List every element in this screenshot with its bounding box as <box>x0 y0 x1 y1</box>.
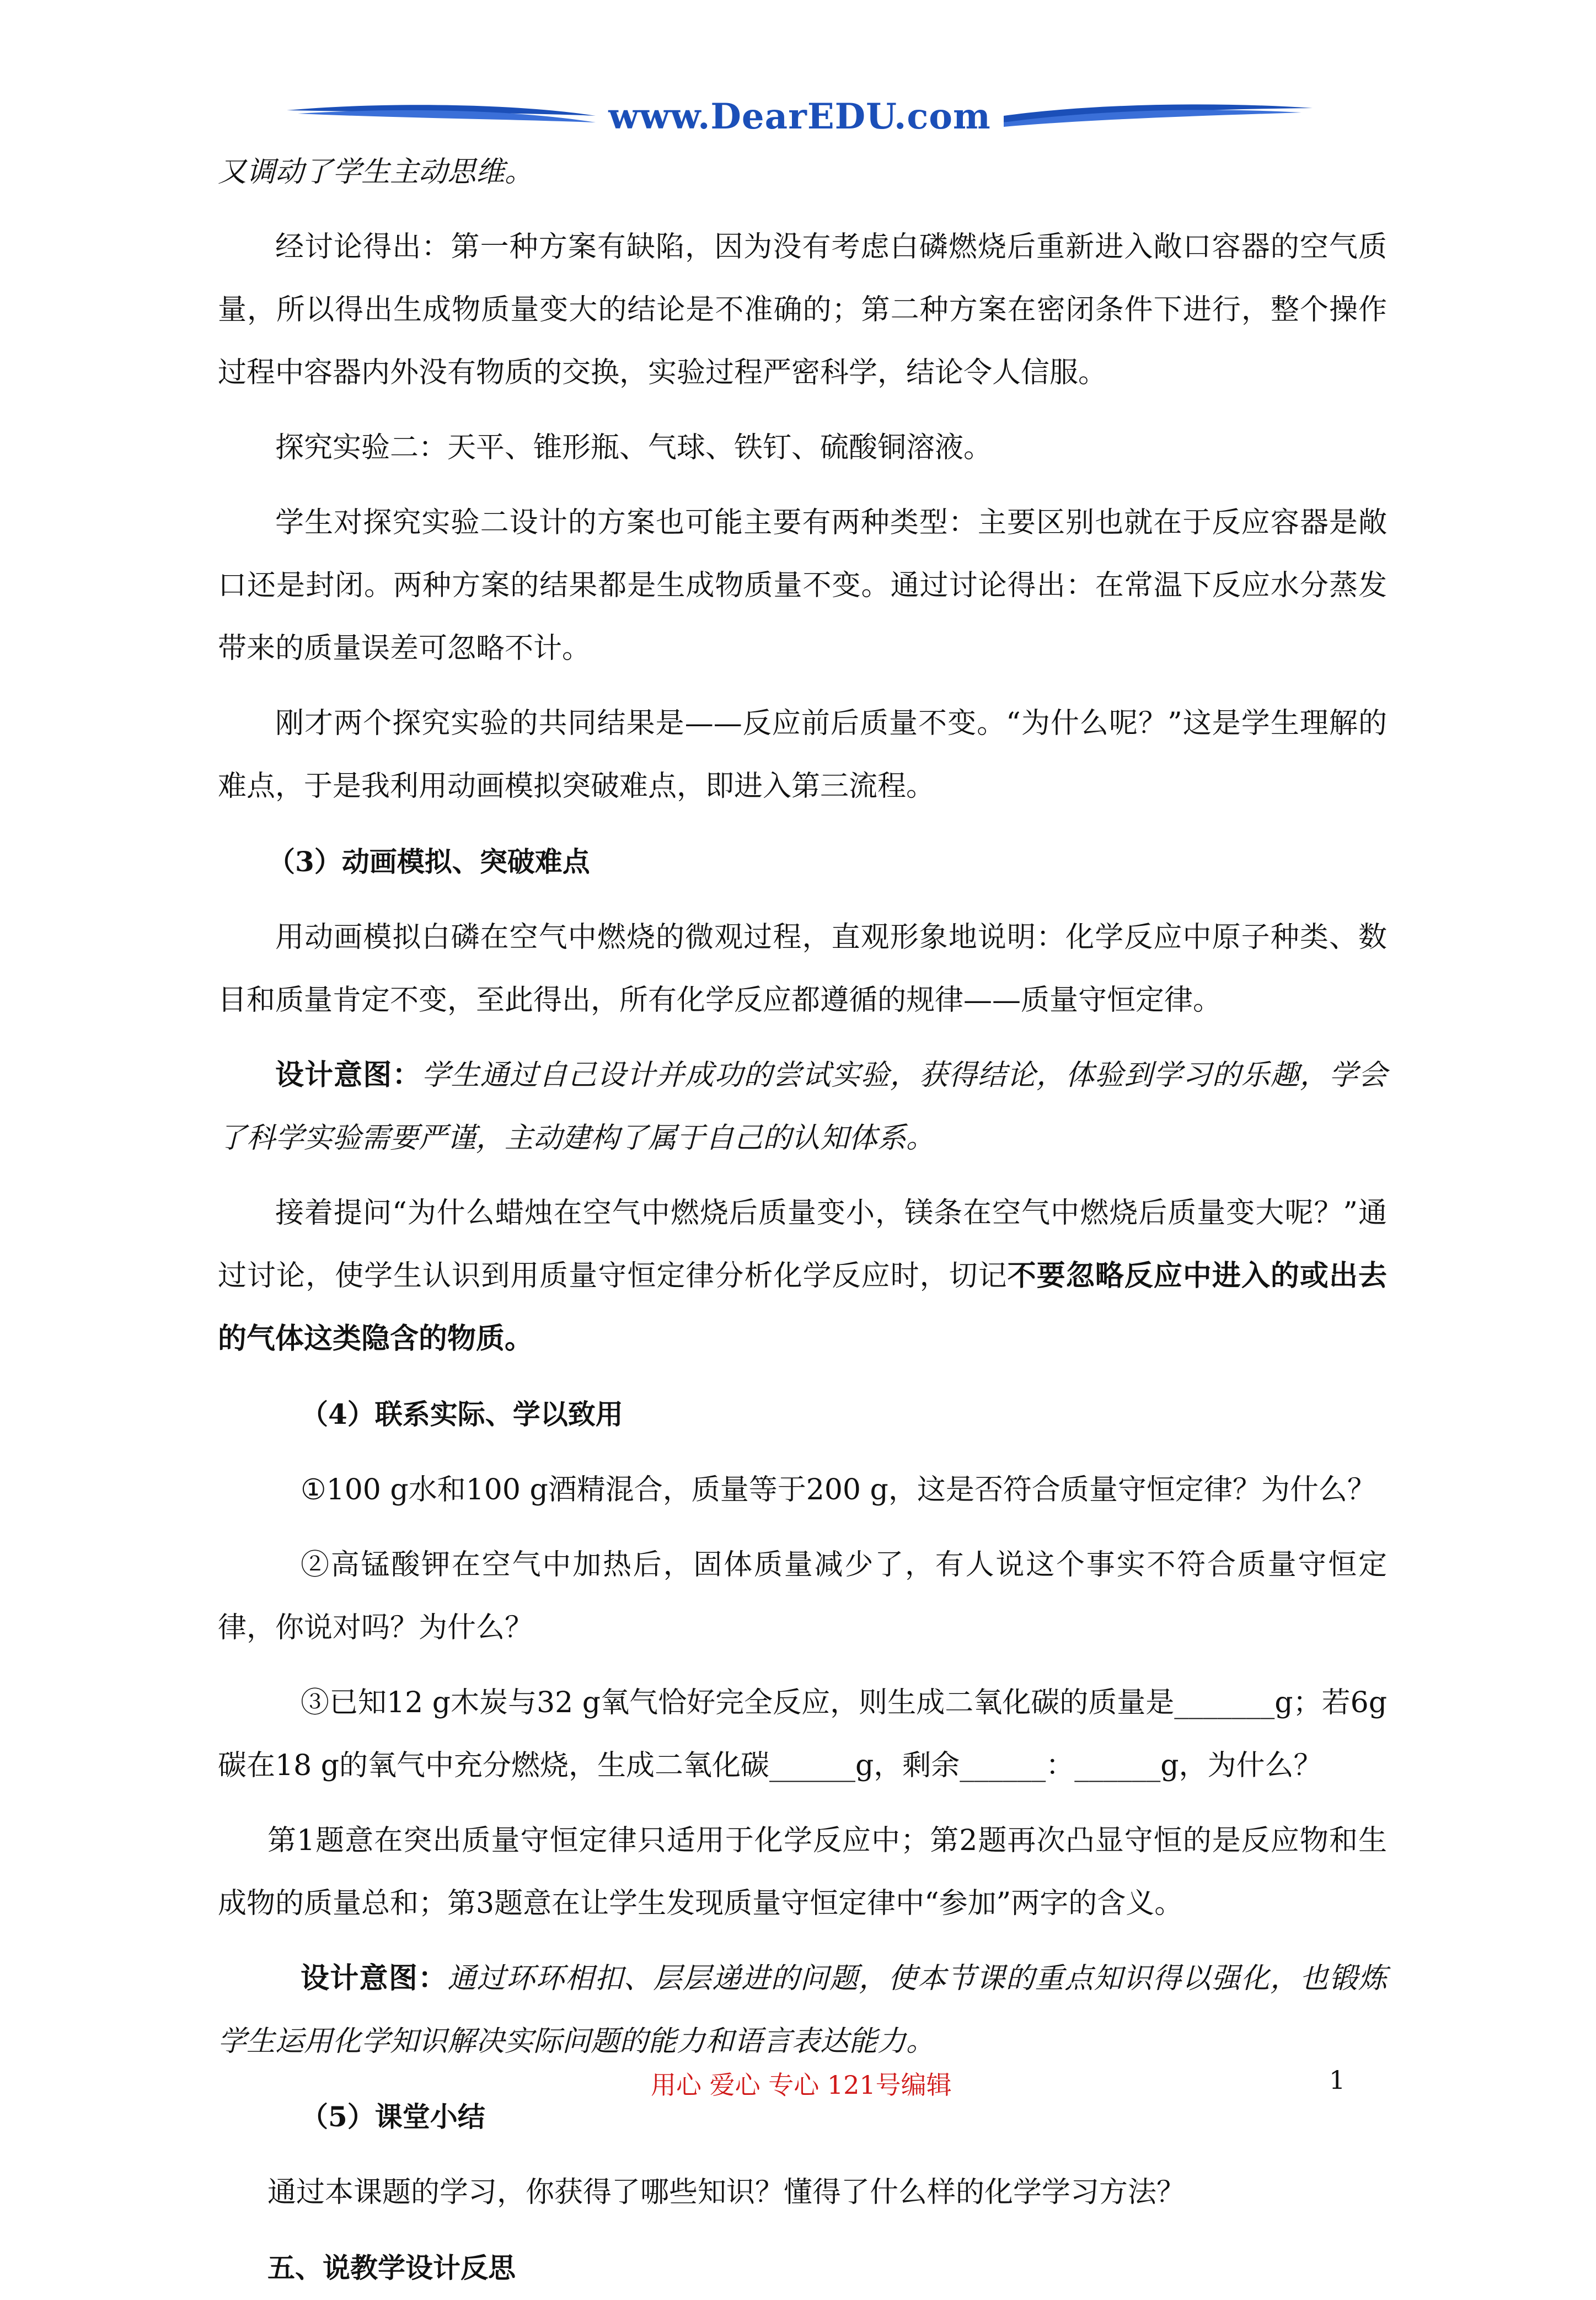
section-heading: （3）动画模拟、突破难点 <box>267 845 590 878</box>
paragraph: 刚才两个探究实验的共同结果是——反应前后质量不变。“为什么呢？”这是学生理解的难点，于是我利用动画模拟突破难点，即进入第三流程。 <box>218 707 1387 803</box>
paragraph-text: 接着提问“为什么蜡烛在空气中燃烧后质量变小，镁条在空气中燃烧后质量变大呢？”通过讨论，使学生认识到用质量守恒定律分析化学反应时，切记 <box>218 1197 1387 1293</box>
section-heading: （4）联系实际、学以致用 <box>301 1398 623 1430</box>
footer-slogan: 用心 爱心 专心 121号编辑 <box>651 2070 952 2100</box>
document-body <box>218 141 1387 2300</box>
exercise-question: ③已知12 g木炭与32 g氧气恰好完全反应，则生成二氧化碳的质量是_______g；若6g碳在18 g的氧气中充分燃烧，生成二氧化碳______g，剩余______：______g，为什么？ <box>218 1686 1387 1782</box>
site-logo-text: www.DearEDU.com <box>608 96 991 137</box>
paragraph: 学生对探究实验二设计的方案也可能主要有两种类型：主要区别也就在于反应容器是敞口还是封闭。两种方案的结果都是生成物质量不变。通过讨论得出：在常温下反应水分蒸发带来的质量误差可忽略不计。 <box>218 506 1387 665</box>
page-header <box>287 94 1313 143</box>
design-intent-paragraph <box>218 1044 1387 1170</box>
design-intent-text: 学生通过自己设计并成功的尝试实验，获得结论，体验到学习的乐趣，学会了科学实验需要严谨，主动建构了属于自己的认知体系。 <box>218 1059 1387 1155</box>
page-footer <box>0 2065 1596 2109</box>
paragraph: 探究实验二：天平、锥形瓶、气球、铁钉、硫酸铜溶液。 <box>275 431 993 464</box>
section-heading: 五、说教学设计反思 <box>267 2251 516 2284</box>
exercise-question: ②高锰酸钾在空气中加热后，固体质量减少了，有人说这个事实不符合质量守恒定律，你说对吗？为什么？ <box>218 1548 1387 1644</box>
paragraph: 第1题意在突出质量守恒定律只适用于化学反应中；第2题再次凸显守恒的是反应物和生成物的质量总和；第3题意在让学生发现质量守恒定律中“参加”两字的含义。 <box>218 1824 1387 1920</box>
paragraph: 又调动了学生主动思维。 <box>218 156 534 189</box>
paragraph <box>218 1182 1387 1370</box>
paragraph: 通过本课题的学习，你获得了哪些知识？懂得了什么样的化学学习方法？ <box>267 2176 1186 2209</box>
paragraph: 用动画模拟白磷在空气中燃烧的微观过程，直观形象地说明：化学反应中原子种类、数目和质量肯定不变，至此得出，所有化学反应都遵循的规律——质量守恒定律。 <box>218 921 1387 1017</box>
exercise-question: ①100 g水和100 g酒精混合，质量等于200 g，这是否符合质量守恒定律？为什么？ <box>301 1473 1376 1506</box>
design-intent-text: 通过环环相扣、层层递进的问题，使本节课的重点知识得以强化，也锻炼学生运用化学知识解决实际问题的能力和语言表达能力。 <box>218 1962 1387 2058</box>
emphasis-text: 不要忽略反应中进入的或出去的气体这类隐含的物质。 <box>218 1259 1387 1355</box>
design-intent-label: 设计意图： <box>301 1961 448 1995</box>
design-intent-label: 设计意图： <box>275 1058 422 1092</box>
design-intent-paragraph <box>218 1947 1387 2073</box>
page-number: 1 <box>1329 2065 1346 2095</box>
paragraph: 经讨论得出：第一种方案有缺陷，因为没有考虑白磷燃烧后重新进入敞口容器的空气质量，所以得出生成物质量变大的结论是不准确的；第二种方案在密闭条件下进行，整个操作过程中容器内外没有物质的交换，实验过程严密科学，结论令人信服。 <box>218 230 1387 389</box>
section-heading: （5）课堂小结 <box>301 2100 485 2133</box>
